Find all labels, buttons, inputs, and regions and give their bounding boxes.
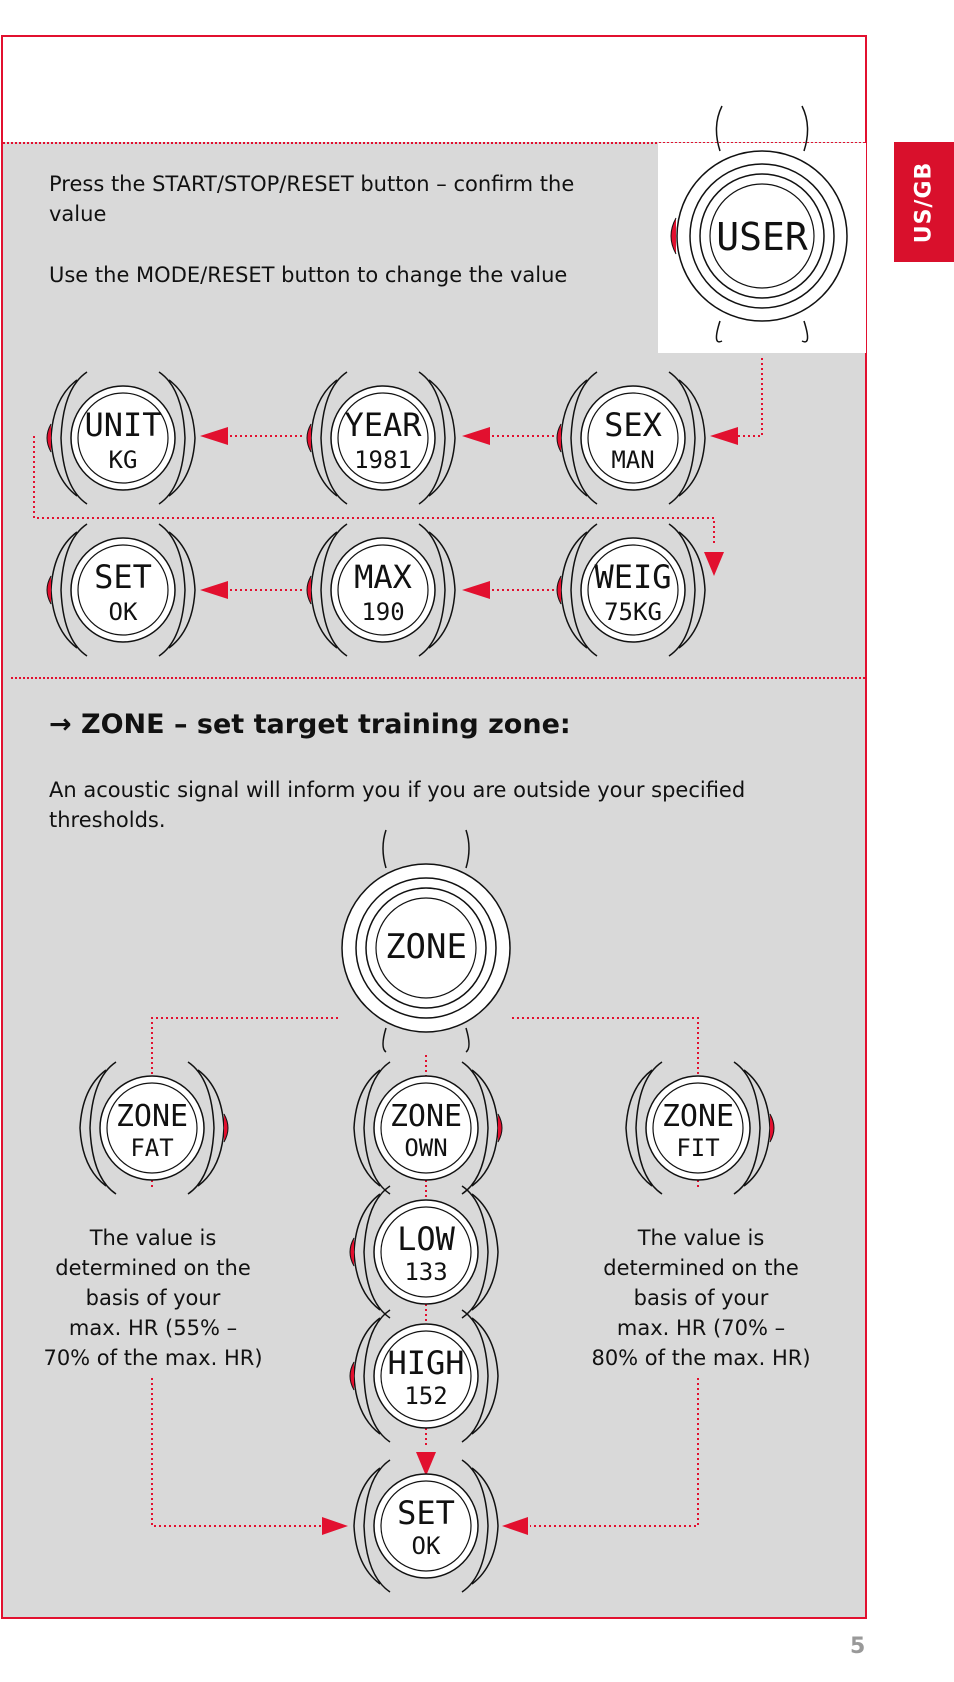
fat-note-line: The value is <box>89 1226 217 1250</box>
arrow-left-icon <box>200 581 228 599</box>
watch-set-line1: SET <box>94 558 152 596</box>
watch-unit-line2: KG <box>108 446 138 474</box>
zone-heading: → ZONE – set target training zone: <box>49 709 571 740</box>
watch-set-ok-line1: SET <box>397 1494 455 1532</box>
watch-zone-fat <box>80 1062 228 1194</box>
watch-unit-line1: UNIT <box>84 406 162 444</box>
watch-unit <box>47 372 195 504</box>
page-number: 5 <box>850 1634 866 1659</box>
watch-low-line2: 133 <box>404 1258 448 1286</box>
arrow-left-icon <box>710 427 738 445</box>
language-tab-label: US/GB <box>911 161 937 243</box>
fit-note-line: The value is <box>637 1226 765 1250</box>
fit-note-line: max. HR (70% – <box>616 1316 786 1340</box>
watch-year-line1: YEAR <box>344 406 422 444</box>
fat-note-line: determined on the <box>55 1256 251 1280</box>
watch-high-line2: 152 <box>404 1382 448 1410</box>
watch-zone-top <box>342 830 510 1052</box>
watch-sex-line1: SEX <box>604 406 662 444</box>
watch-low-line1: LOW <box>397 1220 455 1258</box>
watch-sex-line2: MAN <box>611 446 655 474</box>
zone-description: An acoustic signal will inform you if you are outside your specified thresholds. <box>49 778 746 832</box>
fat-note-line: basis of your <box>85 1286 221 1310</box>
watch-user-text: USER <box>716 215 808 259</box>
fit-note-line: 80% of the max. HR) <box>591 1346 811 1370</box>
watch-zone-fit-line2: FIT <box>676 1134 720 1162</box>
fat-note-line: 70% of the max. HR) <box>43 1346 263 1370</box>
arrow-left-icon <box>462 427 490 445</box>
arrow-left-icon <box>502 1517 528 1535</box>
watch-set <box>47 524 195 656</box>
watch-zone-fat-line1: ZONE <box>115 1099 189 1134</box>
watch-high-line1: HIGH <box>387 1344 465 1382</box>
watch-year <box>307 372 455 504</box>
watch-zone-top-text: ZONE <box>385 927 467 967</box>
instruction-confirm: Press the START/STOP/RESET button – confirm the value <box>49 172 575 226</box>
arrow-left-icon <box>200 427 228 445</box>
arrow-down-icon <box>704 552 724 576</box>
watch-weig <box>557 524 705 656</box>
watch-year-line2: 1981 <box>354 446 412 474</box>
watch-zone-fat-line2: FAT <box>130 1134 174 1162</box>
arrow-right-icon <box>322 1517 348 1535</box>
watch-zone-own-line2: OWN <box>404 1134 448 1162</box>
watch-weig-line2: 75KG <box>604 598 662 626</box>
fit-note-line: basis of your <box>633 1286 769 1310</box>
watch-zone-own <box>354 1062 502 1194</box>
watch-set-ok-line2: OK <box>411 1532 441 1560</box>
watch-low <box>350 1186 498 1318</box>
watch-high <box>350 1310 498 1442</box>
watch-zone-fit-line1: ZONE <box>661 1099 735 1134</box>
instruction-change: Use the MODE/RESET button to change the value <box>49 263 568 287</box>
watch-set-ok <box>354 1460 498 1592</box>
watch-max-line2: 190 <box>361 598 405 626</box>
watch-max-line1: MAX <box>354 558 412 596</box>
watch-set-line2: OK <box>108 598 138 626</box>
watch-zone-fit <box>626 1062 774 1194</box>
watch-zone-own-line1: ZONE <box>389 1099 463 1134</box>
language-tab <box>894 142 954 262</box>
watch-sex <box>557 372 705 504</box>
arrow-down-icon <box>416 1452 436 1476</box>
watch-max <box>307 524 455 656</box>
fat-note-line: max. HR (55% – <box>68 1316 238 1340</box>
arrow-left-icon <box>462 581 490 599</box>
fit-note-line: determined on the <box>603 1256 799 1280</box>
watch-weig-line1: WEIG <box>594 558 672 596</box>
